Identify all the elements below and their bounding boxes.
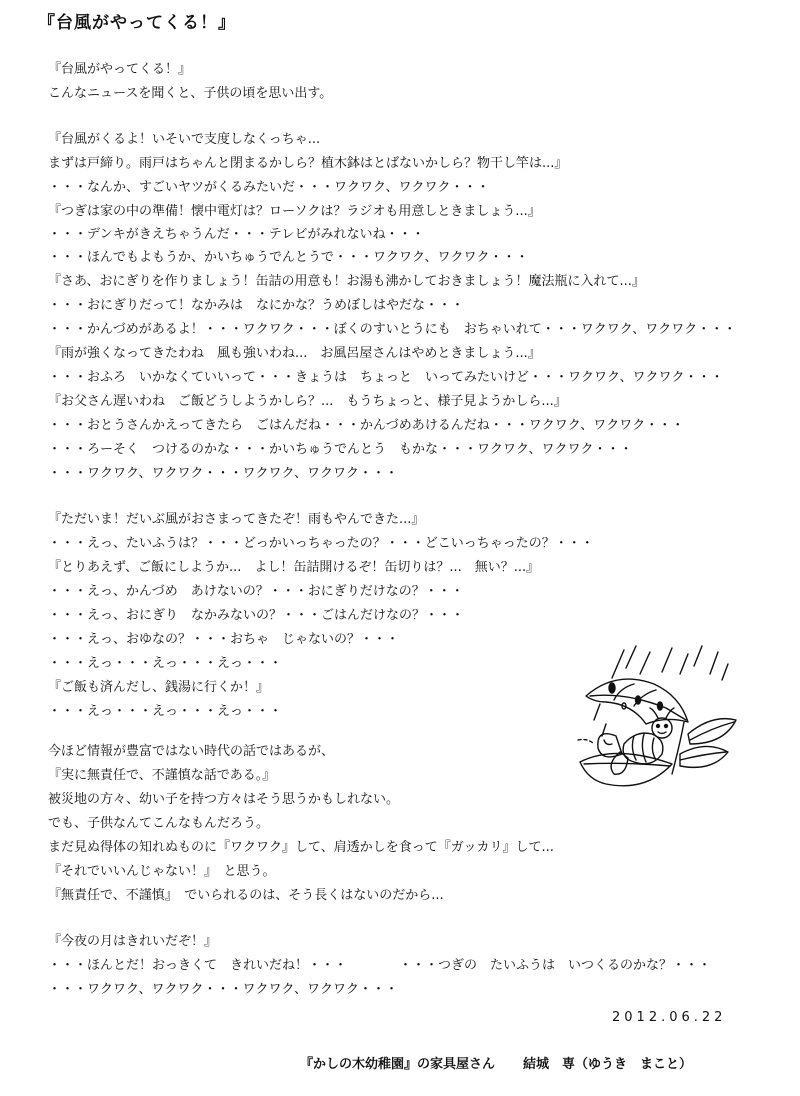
text-line: 『雨が強くなってきたわね 風も強いわね... お風呂屋さんはやめときましょう...』 [48, 346, 541, 361]
text-line: ・・・おふろ いかなくていいって・・・きょうは ちょっと いってみたいけど・・・ワクワク、ワクワク・・・ [48, 370, 724, 385]
text-line: 被災地の方々、幼い子を持つ方々はそう思うかもしれない。 [48, 792, 400, 807]
text-line: ・・・ほんでもよもうか、かいちゅうでんとうで・・・ワクワク、ワクワク・・・ [48, 250, 529, 265]
text-line: こんなニュースを聞くと、子供の頃を思い出す。 [48, 86, 333, 101]
text-line: ・・・ほんとだ！おっきくて きれいだね！・・・ ・・・つぎの たいふうは いつくるのかな？・・・ [48, 958, 712, 973]
text-line: ・・・えっ・・・えっ・・・えっ・・・ [48, 656, 283, 671]
text-line: 『とりあえず、ご飯にしようか... よし！缶詰開けるぞ！缶切りは？... 無い？...』 [48, 560, 540, 575]
leaf-caterpillar-illustration [576, 644, 746, 794]
text-line: ・・・えっ、おにぎり なかみないの？・・・ごはんだけなの？・・・ [48, 608, 465, 623]
text-line: ・・・えっ・・・えっ・・・えっ・・・ [48, 704, 283, 719]
text-line: ・・・おにぎりだって！なかみは なにかな？うめぼしはやだな・・・ [48, 298, 465, 313]
text-line: 今ほど情報が豊富ではない時代の話ではあるが、 [48, 744, 335, 759]
text-line: 『実に無責任で、不謹慎な話である。』 [48, 768, 276, 783]
page-title: 『台風がやってくる！』 [38, 13, 236, 33]
text-line: ・・・おとうさんかえってきたら ごはんだね・・・かんづめあけるんだね・・・ワクワク、ワクワク・・・ [48, 418, 685, 433]
text-line: でも、子供なんてこんなもんだろう。 [48, 816, 270, 831]
text-line: 『ただいま！だいぶ風がおさまってきたぞ！雨もやんできた...』 [48, 512, 425, 527]
text-line: ・・・えっ、かんづめ あけないの？・・・おにぎりだけなの？・・・ [48, 584, 464, 599]
text-line: 『つぎは家の中の準備！懐中電灯は？ローソクは？ラジオも用意しときましょう...』 [48, 204, 541, 219]
text-line: ・・・なんか、すごいヤツがくるみたいだ・・・ワクワク、ワクワク・・・ [48, 180, 490, 195]
text-line: 『さあ、おにぎりを作りましょう！缶詰の用意も！お湯も沸かしておきましょう！魔法瓶に入れて...』 [48, 274, 645, 289]
text-line: ・・・えっ、たいふうは？・・・どっかいっちゃったの？・・・どこいっちゃったの？・・・ [48, 536, 594, 551]
text-line: 『それでいいんじゃない！』 と思う。 [48, 864, 276, 879]
date-stamp: 2012.06.22 [612, 1010, 727, 1025]
signature-org: 『かしの木幼稚園』の家具屋さん [300, 1057, 496, 1072]
text-line: 『お父さん遅いわね ご飯どうしようかしら？... もうちょっと、様子見ようかしら...』 [48, 394, 567, 409]
text-line: ・・・かんづめがあるよ！・・・ワクワク・・・ぼくのすいとうにも おちゃいれて・・・ワクワク、ワクワク・・・ [48, 322, 737, 337]
text-line: まずは戸締り。雨戸はちゃんと閉まるかしら？植木鉢はとばないかしら？物干し竿は...』 [48, 156, 568, 171]
text-line: ・・・デンキがきえちゃうんだ・・・テレビがみれないね・・・ [48, 227, 425, 242]
text-line: 『ご飯も済んだし、銭湯に行くか！』 [48, 680, 270, 695]
text-line: 『今夜の月はきれいだぞ！』 [48, 934, 218, 949]
signature [300, 1053, 720, 1072]
text-line: 『無責任で、不謹慎』 でいられるのは、そう長くはないのだから... [48, 888, 444, 903]
text-line: ・・・えっ、おゆなの？・・・おちゃ じゃないの？・・・ [48, 632, 400, 647]
text-line: 『台風がやってくる！』 [48, 62, 192, 77]
text-line: ・・・ワクワク、ワクワク・・・ワクワク、ワクワク・・・ [48, 466, 398, 481]
text-line: 『台風がくるよ！いそいで支度しなくっちゃ... [48, 132, 321, 147]
text-line: まだ見ぬ得体の知れぬものに『ワクワク』して、肩透かしを食って『ガッカリ』して... [48, 840, 554, 855]
text-line: ・・・ろーそく つけるのかな・・・かいちゅうでんとう もかな・・・ワクワク、ワクワク・・・ [48, 442, 633, 457]
signature-name: 結城 専（ゆうき まこと） [523, 1057, 693, 1072]
rain-streak [612, 650, 624, 678]
text-line: ・・・ワクワク、ワクワク・・・ワクワク、ワクワク・・・ [48, 982, 398, 997]
caterpillar-head [652, 718, 672, 738]
